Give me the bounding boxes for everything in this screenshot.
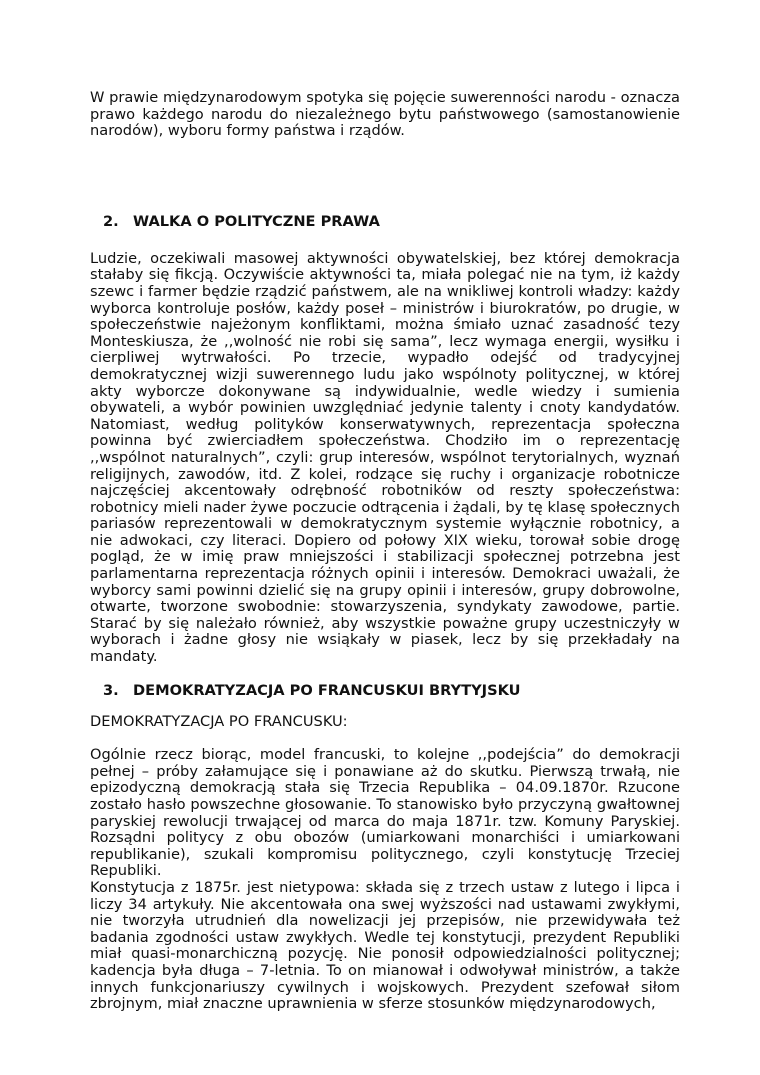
section-3-title: DEMOKRATYZACJA PO FRANCUSKUI BRYTYJSKU <box>133 681 521 699</box>
section-2-paragraph: Ludzie, oczekiwali masowej aktywności obywatelskiej, bez której demokracja stałaby się fikcją. Oczywiście aktywności ta, miała polegać nie na tym, iż każdy szewc i farmer będzie rządzić państwem, ale na wnikliwej kontroli władzy: każdy wyborca kontroluje posłów, każdy poseł – ministrów i biurokratów, po drugie, w społeczeństwie najeżonym konfliktami, można śmiało uznać zasadność tezy Monteskiusza, że ,,wolność nie robi się sama”, lecz wymaga energii, wysiłku i cierpliwej wytrwałości. Po trzecie, wypadło odejść od tradycyjnej demokratycznej wizji suwerennego ludu jako wspólnoty politycznej, w której akty wyborcze dokonywane są indywidualnie, wedle wiedzy i sumienia obywateli, a wybór powinien uwzględniać jedynie talenty i cnoty kandydatów. Natomiast, według polityków konserwatywnych, reprezentacja społeczna powinna być zwierciadłem społeczeństwa. Chodziło im o reprezentację ,,wspólnot naturalnych”, czyli: grup interesów, wspólnot terytorialnych, wyznań religijnych, zawodów, itd. Z kolei, rodzące się ruchy i organizacje robotnicze najczęściej akcentowały odrębność robotników od reszty społeczeństwa: robotnicy mieli nader żywe poczucie odtrącenia i żądali, by tę klasę społecznych pariasów reprezentowali w demokratycznym systemie wyłącznie robotnicy, a nie adwokaci, czy literaci. Dopiero od połowy XIX wieku, torował sobie drogę pogląd, że w imię praw mniejszości i stabilizacji społecznej potrzebna jest parlamentarna reprezentacja różnych opinii i interesów. Demokraci uważali, że wyborcy sami powinni dzielić się na grupy opinii i interesów, grupy dobrowolne, otwarte, tworzone swobodnie: stowarzyszenia, syndykaty zawodowe, partie. Starać by się należało również, aby wszystkie poważne grupy uczestniczyły w wyborach i żadne głosy nie wsiąkały w piasek, lecz by się przekładały na mandaty. <box>90 249 680 666</box>
section-3-paragraph-1: Ogólnie rzecz biorąc, model francuski, to kolejne ,,podejścia” do demokracji pełnej – próby załamujące się i ponawiane aż do skutku. Pierwszą trwałą, nie epizodyczną demokracją stała się Trzecia Republika – 04.09.1870r. Rzucone zostało hasło powszechne głosowanie. To stanowisko było przyczyną gwałtownej paryskiej rewolucji trwającej od marca do maja 1871r. tzw. Komuny Paryskiej. Rozsądni politycy z obu obozów (umiarkowani monarchiści i umiarkowani republikanie), szukali kompromisu politycznego, czyli konstytucję Trzeciej Republiki. <box>90 746 680 880</box>
section-2-number: 2. <box>103 212 119 230</box>
intro-paragraph: W prawie międzynarodowym spotyka się pojęcie suwerenności narodu - oznacza prawo każdego narodu do niezależnego bytu państwowego (samostanowienie narodów), wyboru formy państwa i rządów. <box>90 89 680 140</box>
section-3-number: 3. <box>103 681 119 699</box>
section-2-heading <box>90 213 680 230</box>
section-3-subheading: DEMOKRATYZACJA PO FRANCUSKU: <box>90 712 348 730</box>
document-page <box>90 90 680 1013</box>
section-2-title: WALKA O POLITYCZNE PRAWA <box>133 212 380 230</box>
section-3-heading <box>90 682 680 699</box>
section-3-paragraph-2: Konstytucja z 1875r. jest nietypowa: składa się z trzech ustaw z lutego i lipca i liczy 34 artykuły. Nie akcentowała ona swej wyższości nad ustawami zwykłymi, nie tworzyła utrudnień dla nowelizacji jej przepisów, nie przewidywała też badania zgodności ustaw zwykłych. Wedle tej konstytucji, prezydent Republiki miał quasi-monarchiczną pozycję. Nie ponosił odpowiedzialności politycznej; kadencja była długa – 7-letnia. To on mianował i odwoływał ministrów, a także innych funkcjonariuszy cywilnych i wojskowych. Prezydent szefował siłom zbrojnym, miał znaczne uprawnienia w sferze stosunków międzynarodowych, <box>90 878 680 1013</box>
